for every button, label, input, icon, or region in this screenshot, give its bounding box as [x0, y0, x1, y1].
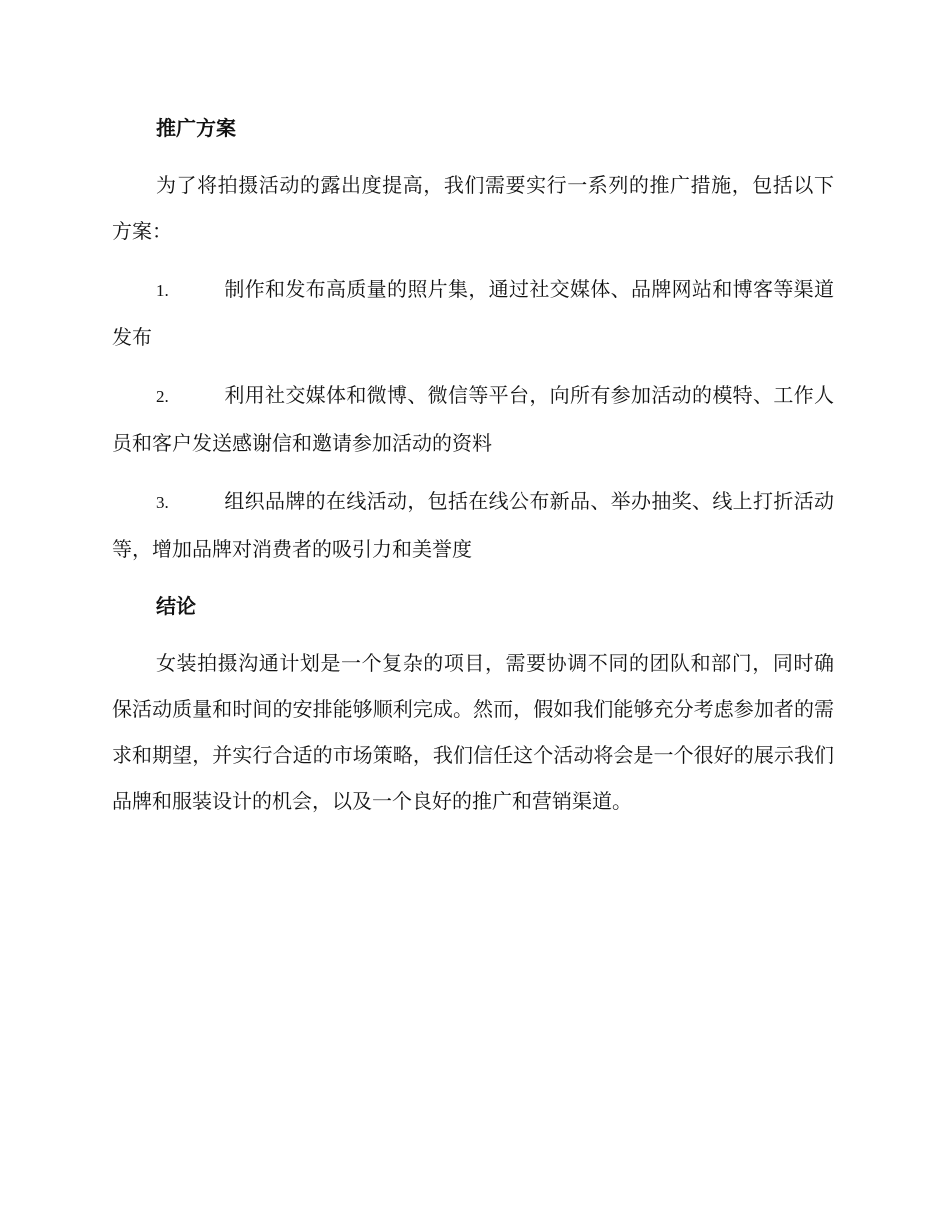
document-body [112, 106, 834, 836]
list-item-text: 利用社交媒体和微博、微信等平台，向所有参加活动的模特、工作人员和客户发送感谢信和邀请参加活动的资料 [112, 383, 834, 455]
list-item-number: 1. [156, 281, 169, 300]
conclusion-paragraph: 女装拍摄沟通计划是一个复杂的项目，需要协调不同的团队和部门，同时确保活动质量和时间的安排能够顺利完成。然而，假如我们能够充分考虑参加者的需求和期望，并实行合适的市场策略，我们信任这个活动将会是一个很好的展示我们品牌和服装设计的机会，以及一个良好的推广和营销渠道。 [112, 651, 834, 813]
list-item [112, 266, 834, 360]
list-item-number: 3. [156, 493, 169, 512]
promotion-intro-paragraph: 为了将拍摄活动的露出度提高，我们需要实行一系列的推广措施，包括以下方案： [112, 173, 834, 243]
list-item-number: 2. [156, 387, 169, 406]
list-item-text: 制作和发布高质量的照片集，通过社交媒体、品牌网站和博客等渠道发布 [112, 277, 834, 349]
section-heading-promotion: 推广方案 [156, 116, 236, 140]
list-item-text: 组织品牌的在线活动，包括在线公布新品、举办抽奖、线上打折活动等，增加品牌对消费者的吸引力和美誉度 [112, 489, 834, 561]
list-item [112, 372, 834, 466]
section-heading-conclusion: 结论 [156, 594, 196, 618]
list-item [112, 478, 834, 572]
